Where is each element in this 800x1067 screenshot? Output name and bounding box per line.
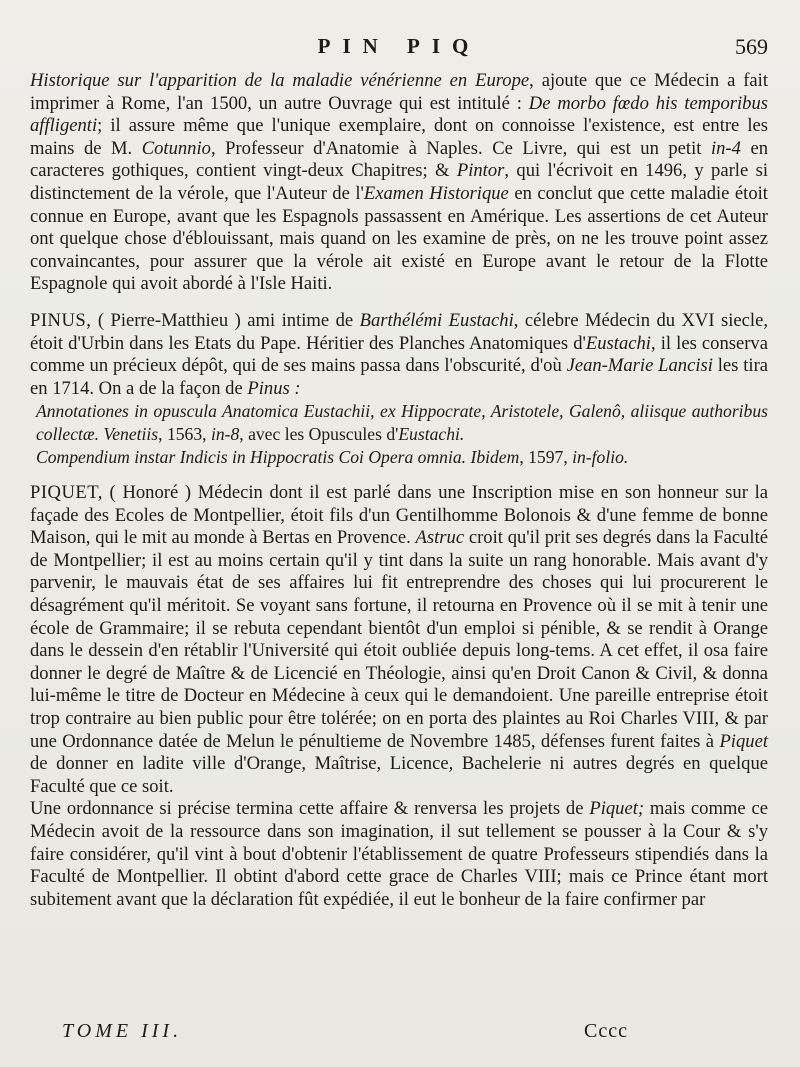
italic-text: Eustachi.	[398, 423, 465, 444]
italic-text: Pintor	[456, 160, 505, 182]
italic-text: Eustachi	[585, 332, 651, 354]
body-text: , avec les Opuscules d'	[239, 423, 399, 444]
body-text: mais comme ce Médecin avoit de la ressource dans son imagination, il sut tellement se pousser à la Cour & s'y faire considérer, qu'il vint à bout d'obtenir l'établissement de quatre Professeurs stipendiés dans la Faculté de Montpellier. Il obtint d'abord cette grace de Charles VIII; mais ce Prince étant mort subitement avant que la déclaration fût expédiée, il eut le bonheur de la faire confirmer par	[30, 798, 768, 910]
body-text: , célebre Médecin du XVI siecle, étoit d'Urbin dans les Etats du Pape. Héritier des Planches Anatomiques d'	[30, 309, 768, 354]
body-text: les tira en 1714. On a de la façon de	[30, 355, 769, 399]
bibliography-item	[36, 446, 768, 469]
paragraph-gap	[30, 296, 768, 310]
body-text: en caracteres gothiques, contient vingt-deux Chapitres; &	[30, 137, 768, 182]
body-text: , qui l'écrivoit en 1496, y parle si distinctement de la vérole, que l'Auteur de l'	[30, 160, 768, 204]
italic-text: Barthélémi Eustachi	[359, 309, 514, 331]
bibliography-item	[36, 400, 768, 445]
body-text: , Professeur d'Anatomie à Naples. Ce Livre, qui est un petit	[210, 137, 711, 159]
italic-text: Cotunnio	[141, 137, 211, 159]
running-head: PIN PIQ	[317, 34, 481, 58]
italic-text: in-8	[210, 423, 240, 444]
entry-headword: PIQUET,	[30, 482, 103, 504]
body-text: croit qu'il prit ses degrés dans la Faculté de Montpellier; il est au moins certain qu'il y tint dans la suite un rang honorable. Mais avant d'y parvenir, le mauvais état de ses affaires lui fit entreprendre des choses qui lui procurerent le désagrément qu'il méritoit. Se voyant sans fortune, il retourna en Provence où il se mit à tenir une école de Grammaire; il se rebuta cependant bientôt d'un emploi si pénible, & se rendit à Orange dans le dessein d'en rétablir l'Université qui étoit oubliée depuis long-tems. A cet effet, il osa faire donner le degré de Maître & de Licencié en Théologie, ainsi qu'en Droit Canon & Civil, & donna lui-même le titre de Docteur en Médecine à ceux qui le demandoient. Une pareille entreprise étoit trop contraire au bien public pour être tolérée; on en porta des plaintes au Roi Charles VIII, & par une Ordonnance datée de Melun le pénultieme de Novembre 1485, défenses furent faites à	[30, 527, 768, 752]
italic-text: Piquet	[719, 730, 768, 752]
page-number: 569	[735, 34, 768, 59]
italic-text: Piquet;	[589, 798, 645, 820]
body-text: en conclut que cette maladie étoit connue en Europe, avant que les Espagnols passassent en Amérique. Les assertions de cet Auteur ont quelque chose d'éblouissant, mais quand on les examine de près, on ne les trouve point assez convaincantes, pour assurer que la vérole ait existé en Europe avant le retour de la Flotte Espagnole qui avoit abordé à l'Isle Haiti.	[30, 182, 768, 295]
body-text: , 1597,	[519, 446, 573, 467]
bibliography-list	[30, 400, 768, 468]
page-header	[30, 30, 768, 70]
italic-text: De morbo fœdo his temporibus affligenti	[30, 92, 768, 137]
body-text: ( Honoré ) Médecin dont il est parlé dans une Inscription mise en son honneur sur la façade des Ecoles de Montpellier, étoit fils d'un Gentilhomme Bolonois & d'une femme de bonne Maison, qui le mit au monde à Bertas en Provence.	[30, 482, 768, 549]
body-text: ( Pierre-Matthieu ) ami intime de	[91, 309, 360, 331]
italic-text: Compendium instar Indicis in Hippocratis Coi Opera omnia. Ibidem	[36, 446, 520, 467]
page-body	[30, 70, 768, 911]
italic-text: Pinus :	[247, 377, 301, 399]
body-text: , il les conserva comme un précieux dépôt, qui de ses mains passa dans l'obscurité, d'où	[30, 332, 768, 377]
italic-text: in-folio.	[572, 446, 629, 467]
italic-text: Astruc	[415, 527, 465, 549]
paragraph-pintor-continued	[30, 70, 768, 296]
tome-label: TOME III.	[62, 1020, 183, 1042]
italic-text: Examen Historique	[363, 182, 509, 204]
page-footer	[62, 1020, 748, 1050]
entry-headword: PINUS,	[30, 309, 92, 331]
signature-mark: Cccc	[584, 1020, 628, 1042]
paragraph-piquet-continued	[30, 798, 768, 911]
italic-text: Annotationes in opuscula Anatomica Eustachii, ex Hippocrate, Aristotele, Galenô, aliisque authoribus collectæ. Venetiis	[36, 401, 768, 444]
italic-text: Jean-Marie Lancisi	[566, 355, 713, 377]
italic-text: in-4	[710, 137, 741, 159]
paragraph-gap	[30, 468, 768, 482]
entry-pinus	[30, 310, 768, 400]
body-text: Une ordonnance si précise termina cette affaire & renversa les projets de	[30, 798, 590, 820]
body-text: ; il assure même que l'unique exemplaire, dont on connoisse l'existence, est entre les mains de M.	[30, 115, 768, 159]
body-text: , ajoute que ce Médecin a fait imprimer à Rome, l'an 1500, un autre Ouvrage qui est intitulé :	[30, 70, 768, 114]
entry-piquet	[30, 482, 768, 798]
body-text: de donner en ladite ville d'Orange, Maîtrise, Licence, Bachelerie ni autres degrés en quelque Faculté que ce soit.	[30, 753, 768, 797]
body-text: , 1563,	[158, 423, 211, 444]
italic-text: Historique sur l'apparition de la maladie vénérienne en Europe	[30, 70, 530, 91]
